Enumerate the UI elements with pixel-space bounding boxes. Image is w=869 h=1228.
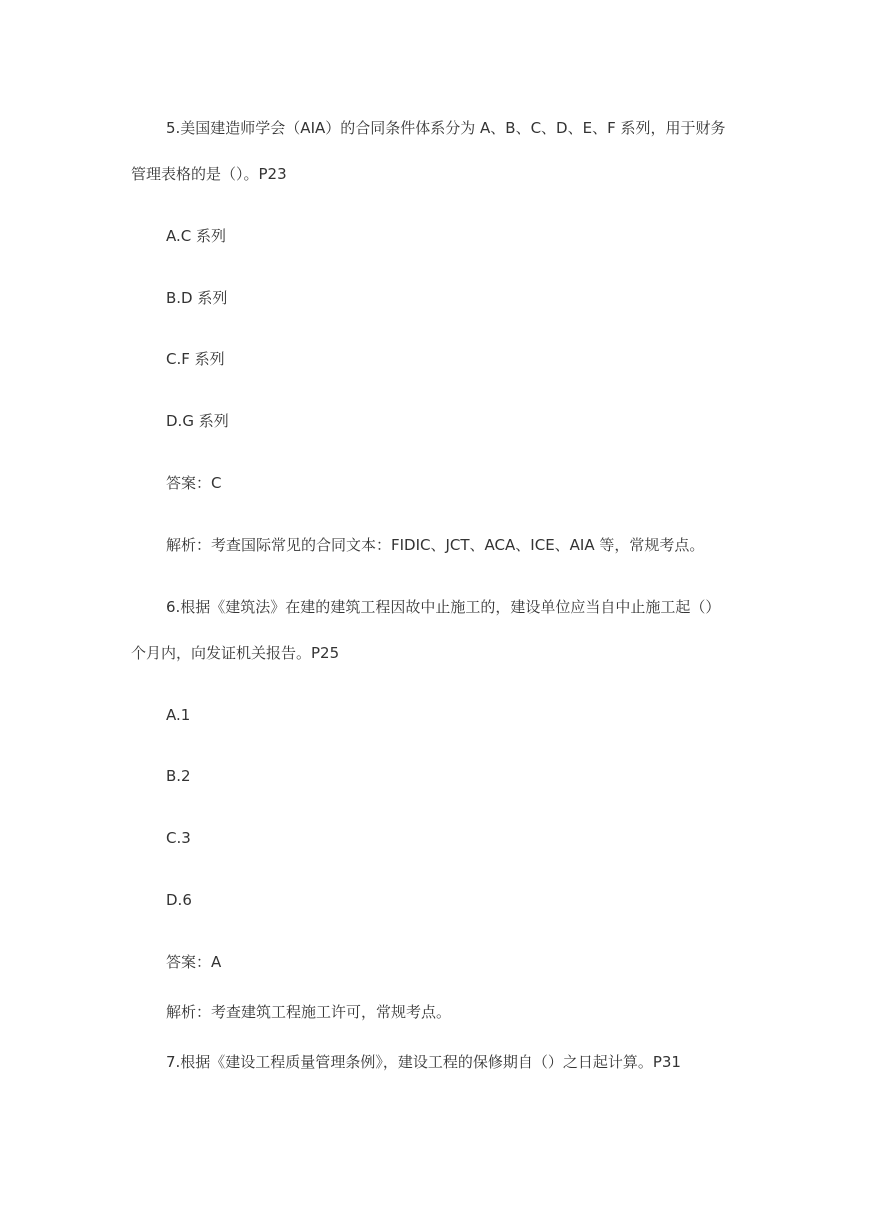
question-5-option-a: A.C 系列: [166, 227, 227, 245]
question-7-stem-line-1: 7.根据《建设工程质量管理条例》，建设工程的保修期自（）之日起计算。P31: [166, 1053, 681, 1071]
question-6-option-c: C.3: [166, 829, 191, 847]
question-6-option-a: A.1: [166, 706, 191, 724]
question-6-option-b: B.2: [166, 767, 191, 785]
question-5-option-b: B.D 系列: [166, 289, 228, 307]
question-5-answer: 答案：C: [166, 474, 222, 492]
question-6-answer: 答案：A: [166, 953, 222, 971]
question-5-stem-line-1: 5.美国建造师学会（AIA）的合同条件体系分为 A、B、C、D、E、F 系列，用于财务: [166, 119, 726, 137]
question-6-analysis: 解析：考查建筑工程施工许可，常规考点。: [166, 1003, 452, 1021]
question-5-stem-line-2: 管理表格的是（）。P23: [131, 165, 287, 183]
question-6-stem-line-2: 个月内，向发证机关报告。P25: [131, 644, 340, 662]
question-5-option-d: D.G 系列: [166, 412, 229, 430]
question-5-analysis: 解析：考查国际常见的合同文本：FIDIC、JCT、ACA、ICE、AIA 等，常规考点。: [166, 536, 705, 554]
question-6-stem-line-1: 6.根据《建筑法》在建的建筑工程因故中止施工的，建设单位应当自中止施工起（）: [166, 598, 721, 616]
question-6-option-d: D.6: [166, 891, 192, 909]
question-5-option-c: C.F 系列: [166, 350, 225, 368]
